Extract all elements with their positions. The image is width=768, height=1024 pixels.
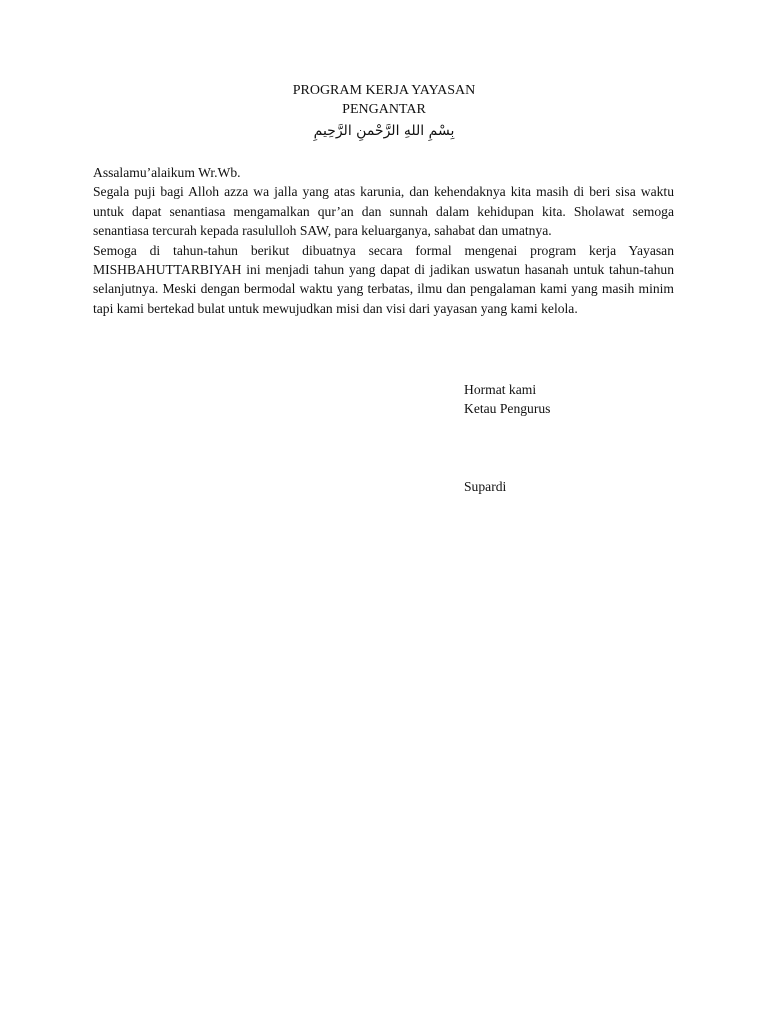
signature-position: Ketau Pengurus <box>464 401 551 417</box>
document-header <box>0 81 768 142</box>
basmala-text: بِسْمِ اللهِ الرَّحْمنِ الرَّحِيمِ <box>313 123 455 139</box>
greeting-line: Assalamu’alaikum Wr.Wb. <box>93 165 241 180</box>
signature-name: Supardi <box>464 478 507 494</box>
signature-closing: Hormat kami <box>464 382 537 397</box>
paragraph-purpose: Semoga di tahun-tahun berikut dibuatnya secara formal mengenai program kerja Yayasan MISHBAHUTTARBIYAH ini menjadi tahun yang dapat di jadikan uswatun hasanah untuk tahun-tahun selanjutnya. Meski dengan bermodal waktu yang terbatas, ilmu dan pengalaman kami yang masih minim tapi kami bertekad bulat untuk mewujudkan misi dan visi dari yayasan yang kami kelola. <box>93 242 674 316</box>
document-subtitle: PENGANTAR <box>342 102 426 117</box>
document-body <box>93 163 674 318</box>
document-title: PROGRAM KERJA YAYASAN <box>292 83 476 98</box>
paragraph-praise: Segala puji bagi Alloh azza wa jalla yang atas karunia, dan kehendaknya kita masih di beri sisa waktu untuk dapat senantiasa mengamalkan qur’an dan sunnah dalam kehidupan kita. Sholawat semoga senantiasa tercurah kepada rasululloh SAW, para keluarganya, sahabat dan umatnya. <box>93 184 674 239</box>
signature-block <box>464 380 550 496</box>
